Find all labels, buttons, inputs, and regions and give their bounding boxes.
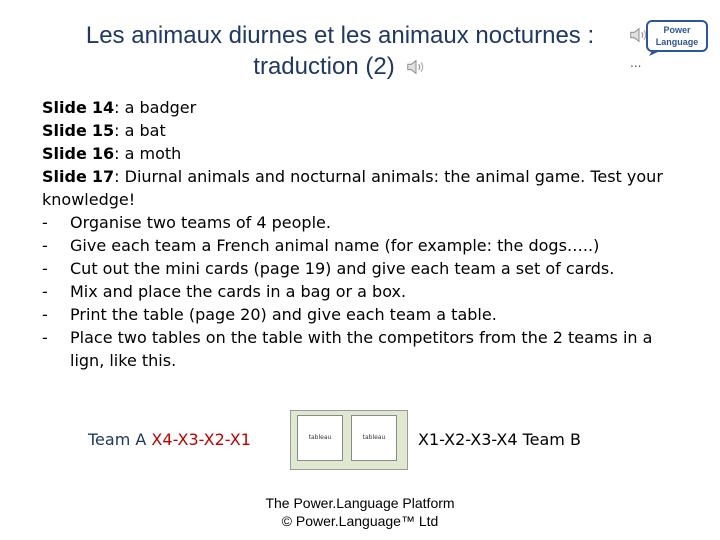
- slide-text: : a moth: [114, 144, 182, 163]
- title-line-1: Les animaux diurnes et les animaux nocturnes :: [85, 22, 595, 49]
- slide-word: Slide: [42, 98, 87, 117]
- slide-text: : a badger: [114, 98, 197, 117]
- slide-text: : a bat: [114, 121, 166, 140]
- bullet-dash: -: [42, 259, 48, 278]
- logo-text-2: Language: [655, 37, 699, 47]
- slide-content: [42, 96, 682, 372]
- slide-line: [42, 96, 682, 119]
- slide-number: 15: [91, 121, 115, 140]
- list-item: [42, 303, 682, 326]
- list-item-text: Organise two teams of 4 people.: [70, 213, 331, 232]
- list-item: [42, 280, 682, 303]
- bullet-dash: -: [42, 236, 48, 255]
- team-b-label: [418, 430, 581, 449]
- team-a-name: Team A: [88, 430, 147, 449]
- logo-dots: ...: [630, 56, 642, 70]
- title-line-2: traduction (2): [253, 53, 395, 80]
- list-item: [42, 326, 682, 372]
- team-a-label: [88, 430, 251, 449]
- list-item-text: Place two tables on the table with the competitors from the 2 teams in a lign, like this.: [70, 328, 653, 370]
- table-diagram: [290, 410, 408, 470]
- list-item-text: Give each team a French animal name (for example: the dogs…..): [70, 236, 600, 255]
- bullet-dash: -: [42, 305, 48, 324]
- title-line-2-wrap: [253, 51, 426, 82]
- list-item-text: Print the table (page 20) and give each team a table.: [70, 305, 497, 324]
- list-item: [42, 211, 682, 234]
- logo-text-1: Power: [663, 25, 691, 35]
- bullet-dash: -: [42, 282, 48, 301]
- mini-card-left: tableau: [297, 415, 343, 461]
- instruction-list: [42, 211, 682, 372]
- team-b-name: Team B: [522, 430, 581, 449]
- slide-number: 16: [91, 144, 115, 163]
- list-item: [42, 257, 682, 280]
- power-language-logo: [646, 20, 708, 56]
- footer: [210, 494, 510, 530]
- list-item-text: Cut out the mini cards (page 19) and give each team a set of cards.: [70, 259, 615, 278]
- footer-line-2: © Power.Language™ Ltd: [281, 513, 439, 529]
- mini-card-right: tableau: [351, 415, 397, 461]
- list-item-text: Mix and place the cards in a bag or a box.: [70, 282, 407, 301]
- speaker-icon[interactable]: [405, 56, 427, 78]
- team-b-codes: X1-X2-X3-X4: [418, 430, 518, 449]
- bullet-dash: -: [42, 213, 48, 232]
- slide-word: Slide: [42, 144, 87, 163]
- slide-number: 17: [91, 167, 115, 186]
- slide-text: : Diurnal animals and nocturnal animals: the animal game. Test your knowledge!: [42, 167, 663, 209]
- page-title: [40, 20, 640, 82]
- slide-number: 14: [91, 98, 115, 117]
- slide-line: [42, 119, 682, 142]
- team-a-codes: X4-X3-X2-X1: [151, 430, 251, 449]
- footer-line-1: The Power.Language Platform: [265, 495, 455, 511]
- slide-word: Slide: [42, 121, 87, 140]
- slide-line: [42, 165, 682, 211]
- slide-line: [42, 142, 682, 165]
- list-item: [42, 234, 682, 257]
- bullet-dash: -: [42, 328, 48, 347]
- slide-word: Slide: [42, 167, 87, 186]
